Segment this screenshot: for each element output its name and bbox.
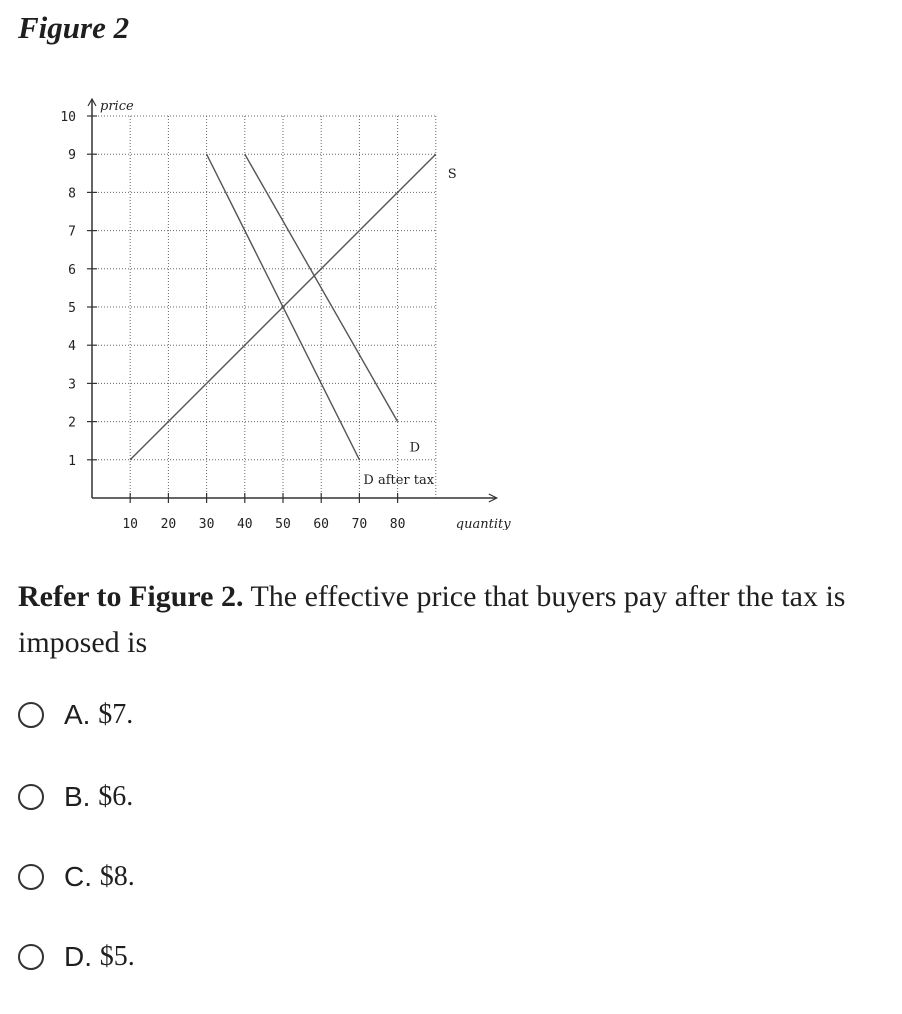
option-letter: C. xyxy=(64,861,100,892)
question-body: The effective price that buyers pay after the tax is imposed is xyxy=(18,580,846,659)
x-tick-label: 70 xyxy=(351,517,368,530)
y-tick-label: 8 xyxy=(68,186,76,202)
option-value: $8. xyxy=(99,861,135,892)
option-c[interactable] xyxy=(18,852,135,902)
y-tick-label: 5 xyxy=(68,301,76,316)
question-text xyxy=(18,574,884,666)
option-b[interactable] xyxy=(18,772,133,822)
y-tick-label: 3 xyxy=(68,377,76,393)
radio-button-icon[interactable] xyxy=(18,944,44,970)
x-tick-label: 50 xyxy=(275,517,291,530)
y-tick-label: 7 xyxy=(68,224,76,240)
radio-button-icon[interactable] xyxy=(18,702,44,728)
option-letter: A. xyxy=(64,699,99,730)
series-label: D xyxy=(409,440,421,456)
option-d[interactable] xyxy=(18,932,135,982)
x-tick-label: 80 xyxy=(389,517,406,530)
x-axis-title: quantity xyxy=(455,517,511,530)
y-tick-label: 2 xyxy=(68,415,76,431)
y-tick-label: 1 xyxy=(68,453,76,469)
option-letter: B. xyxy=(64,781,99,812)
y-tick-label: 6 xyxy=(68,262,76,278)
x-tick-label: 30 xyxy=(198,517,215,530)
x-tick-label: 60 xyxy=(313,517,330,530)
supply-demand-chart xyxy=(0,60,560,530)
option-value: $5. xyxy=(99,941,135,972)
y-axis-title: price xyxy=(100,99,134,114)
radio-button-icon[interactable] xyxy=(18,784,44,810)
option-value: $6. xyxy=(98,781,134,812)
x-tick-label: 20 xyxy=(160,517,177,530)
series-label: D after tax xyxy=(363,472,435,488)
x-tick-label: 10 xyxy=(122,517,139,530)
option-a[interactable] xyxy=(18,690,133,740)
option-value: $7. xyxy=(98,699,134,730)
series-label: S xyxy=(447,167,457,183)
y-tick-label: 9 xyxy=(68,148,76,164)
option-letter: D. xyxy=(64,941,100,972)
radio-button-icon[interactable] xyxy=(18,864,44,890)
figure-title: Figure 2 xyxy=(18,10,130,45)
question-figure-ref: Refer to Figure 2. xyxy=(18,580,244,613)
chart-svg xyxy=(0,60,560,530)
x-tick-label: 40 xyxy=(236,517,253,530)
y-tick-label: 4 xyxy=(68,339,76,355)
y-tick-label: 10 xyxy=(60,110,76,125)
